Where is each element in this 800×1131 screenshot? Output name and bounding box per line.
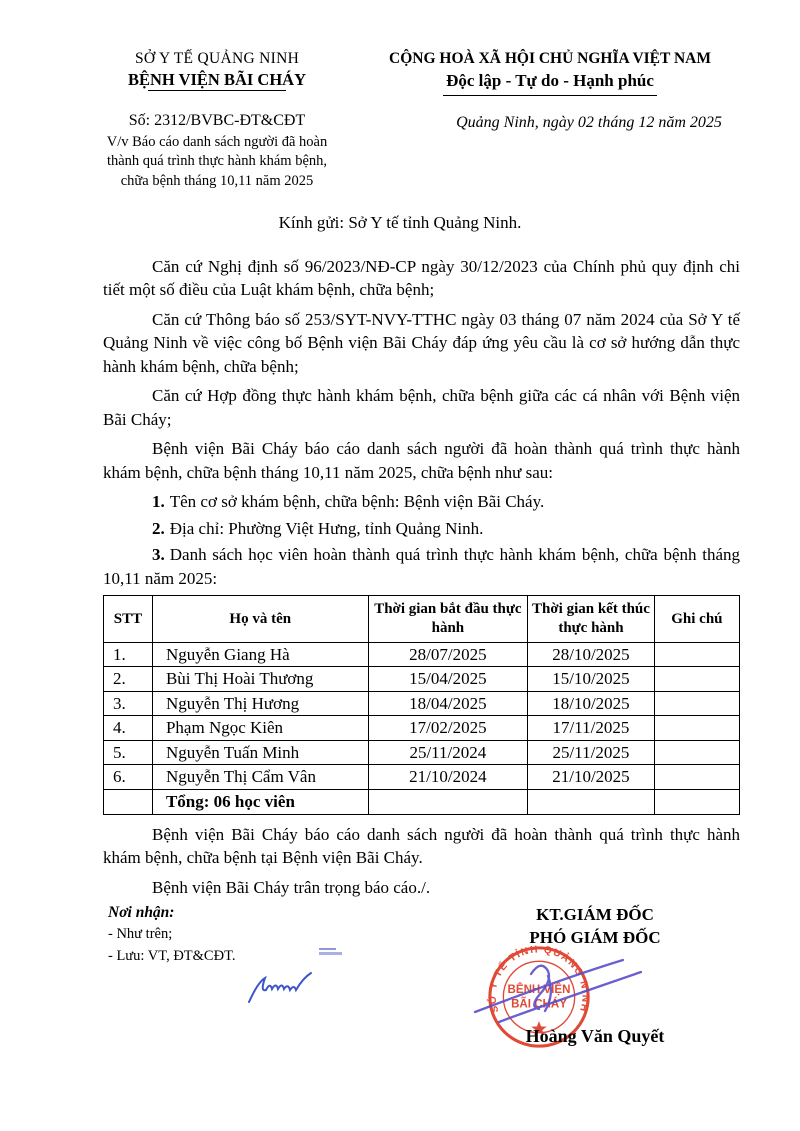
cell-note xyxy=(654,765,739,790)
country-title: CỘNG HOÀ XÃ HỘI CHỦ NGHĨA VIỆT NAM xyxy=(389,50,711,67)
table-row xyxy=(104,642,740,667)
subject-line-3: chữa bệnh tháng 10,11 năm 2025 xyxy=(120,172,314,189)
stamp-ring-text: SỞ Y TẾ TỈNH QUẢNG NINH xyxy=(487,944,591,1015)
recipients-label: Nơi nhận: xyxy=(108,904,175,921)
closing-block xyxy=(103,823,740,900)
document-header xyxy=(0,0,800,191)
cell-end-date: 18/10/2025 xyxy=(528,691,655,716)
cell-empty xyxy=(104,789,153,814)
col-header-start: Thời gian bắt đầu thực hành xyxy=(368,596,528,643)
cell-start-date: 18/04/2025 xyxy=(368,691,528,716)
cell-empty xyxy=(654,789,739,814)
doc-subject xyxy=(52,133,382,191)
org-name: BỆNH VIỆN BÃI CHÁY xyxy=(128,70,306,92)
cell-start-date: 25/11/2024 xyxy=(368,740,528,765)
issuing-org-block xyxy=(52,50,382,191)
cell-name: Nguyễn Thị Cẩm Vân xyxy=(152,765,368,790)
item-number: 1. xyxy=(152,492,165,512)
doc-number: Số: 2312/BVBC-ĐT&CĐT xyxy=(128,112,306,129)
cell-start-date: 21/10/2024 xyxy=(368,765,528,790)
cell-name: Bùi Thị Hoài Thương xyxy=(152,667,368,692)
cell-end-date: 21/10/2025 xyxy=(528,765,655,790)
numbered-item-2 xyxy=(103,517,740,541)
cell-note xyxy=(654,642,739,667)
cell-start-date: 15/04/2025 xyxy=(368,667,528,692)
closing-paragraph-1: Bệnh viện Bãi Cháy báo cáo danh sách người đã hoàn thành quá trình thực hành khám bệnh, chữa bệnh tại Bệnh viện Bãi Cháy. xyxy=(103,824,740,868)
document-body xyxy=(103,255,740,815)
paragraph-report-intro: Bệnh viện Bãi Cháy báo cáo danh sách người đã hoàn thành quá trình thực hành khám bệnh, chữa bệnh tháng 10,11 năm 2025, chữa bệnh như sau: xyxy=(103,439,740,482)
col-header-note: Ghi chú xyxy=(654,596,739,643)
cell-stt: 6. xyxy=(104,765,153,790)
table-row xyxy=(104,765,740,790)
numbered-item-3 xyxy=(103,543,740,590)
cell-end-date: 15/10/2025 xyxy=(528,667,655,692)
item-text: Tên cơ sở khám bệnh, chữa bệnh: Bệnh viện Bãi Cháy. xyxy=(169,492,545,512)
digital-signature-smudge xyxy=(319,948,342,955)
cell-name: Phạm Ngọc Kiên xyxy=(152,716,368,741)
table-row xyxy=(104,740,740,765)
cell-end-date: 25/11/2025 xyxy=(528,740,655,765)
cell-note xyxy=(654,740,739,765)
cell-start-date: 17/02/2025 xyxy=(368,716,528,741)
table-row xyxy=(104,667,740,692)
col-header-end: Thời gian kết thúc thực hành xyxy=(528,596,655,643)
item-number: 2. xyxy=(152,518,165,538)
numbered-item-1 xyxy=(103,490,740,514)
total-label: Tổng: 06 học viên xyxy=(152,789,368,814)
national-motto-block xyxy=(375,50,725,191)
paragraph-legal-basis-2: Căn cứ Thông báo số 253/SYT-NVY-TTHC ngày 03 tháng 07 năm 2024 của Sở Y tế Quảng Ninh về việc công bố Bệnh viện Bãi Cháy đáp ứng yêu cầu là cơ sở hướng dẫn thực hành khám bệnh, chữa bệnh; xyxy=(103,309,740,376)
table-row xyxy=(104,691,740,716)
cell-note xyxy=(654,716,739,741)
stamp-center-line-2: BÃI CHÁY xyxy=(511,998,567,1011)
table-row xyxy=(104,716,740,741)
recipients-block xyxy=(108,903,235,966)
signature-ink xyxy=(465,948,655,1036)
agency-name: SỞ Y TẾ QUẢNG NINH xyxy=(134,50,300,67)
cell-empty xyxy=(528,789,655,814)
item-text: Địa chỉ: Phường Việt Hưng, tỉnh Quảng Ninh. xyxy=(169,518,484,538)
cell-end-date: 28/10/2025 xyxy=(528,642,655,667)
item-number: 3. xyxy=(152,545,165,565)
cell-name: Nguyễn Giang Hà xyxy=(152,642,368,667)
signer-title-1: KT.GIÁM ĐỐC xyxy=(536,905,654,924)
col-header-stt: STT xyxy=(104,596,153,643)
table-header-row xyxy=(104,596,740,643)
cell-empty xyxy=(368,789,528,814)
recipient-item: - Như trên; xyxy=(108,926,173,943)
paragraph-legal-basis-3: Căn cứ Hợp đồng thực hành khám bệnh, chữa bệnh giữa các cá nhân với Bệnh viện Bãi Cháy; xyxy=(103,386,740,429)
paragraph-legal-basis-1: Căn cứ Nghị định số 96/2023/NĐ-CP ngày 30/12/2023 của Chính phủ quy định chi tiết một số điều của Luật khám bệnh, chữa bệnh; xyxy=(103,256,740,300)
cell-stt: 4. xyxy=(104,716,153,741)
clerk-initials-ink xyxy=(245,962,315,1007)
salutation: Kính gửi: Sở Y tế tỉnh Quảng Ninh. xyxy=(278,212,522,232)
signer-title-block xyxy=(475,903,715,949)
cell-stt: 1. xyxy=(104,642,153,667)
cell-note xyxy=(654,667,739,692)
place-and-date: Quảng Ninh, ngày 02 tháng 12 năm 2025 xyxy=(456,114,722,131)
cell-name: Nguyễn Thị Hương xyxy=(152,691,368,716)
table-total-row xyxy=(104,789,740,814)
cell-name: Nguyễn Tuấn Minh xyxy=(152,740,368,765)
cell-end-date: 17/11/2025 xyxy=(528,716,655,741)
cell-stt: 3. xyxy=(104,691,153,716)
national-motto: Độc lập - Tự do - Hạnh phúc xyxy=(443,71,657,96)
signer-name: Hoàng Văn Quyết xyxy=(525,1026,665,1046)
signer-title-2: PHÓ GIÁM ĐỐC xyxy=(529,928,661,947)
col-header-name: Họ và tên xyxy=(152,596,368,643)
stamp-center-line-1: BỆNH VIỆN xyxy=(507,984,571,997)
item-text: Danh sách học viên hoàn thành quá trình thực hành khám bệnh, chữa bệnh tháng 10,11 năm 2025: xyxy=(103,545,740,588)
subject-line-1: V/v Báo cáo danh sách người đã hoàn xyxy=(106,134,328,150)
cell-stt: 5. xyxy=(104,740,153,765)
cell-note xyxy=(654,691,739,716)
cell-stt: 2. xyxy=(104,667,153,692)
cell-start-date: 28/07/2025 xyxy=(368,642,528,667)
recipient-item: - Lưu: VT, ĐT&CĐT. xyxy=(108,947,236,964)
subject-line-2: thành quá trình thực hành khám bệnh, xyxy=(106,153,328,170)
trainee-table xyxy=(103,595,740,815)
closing-paragraph-2: Bệnh viện Bãi Cháy trân trọng báo cáo./. xyxy=(152,877,431,897)
